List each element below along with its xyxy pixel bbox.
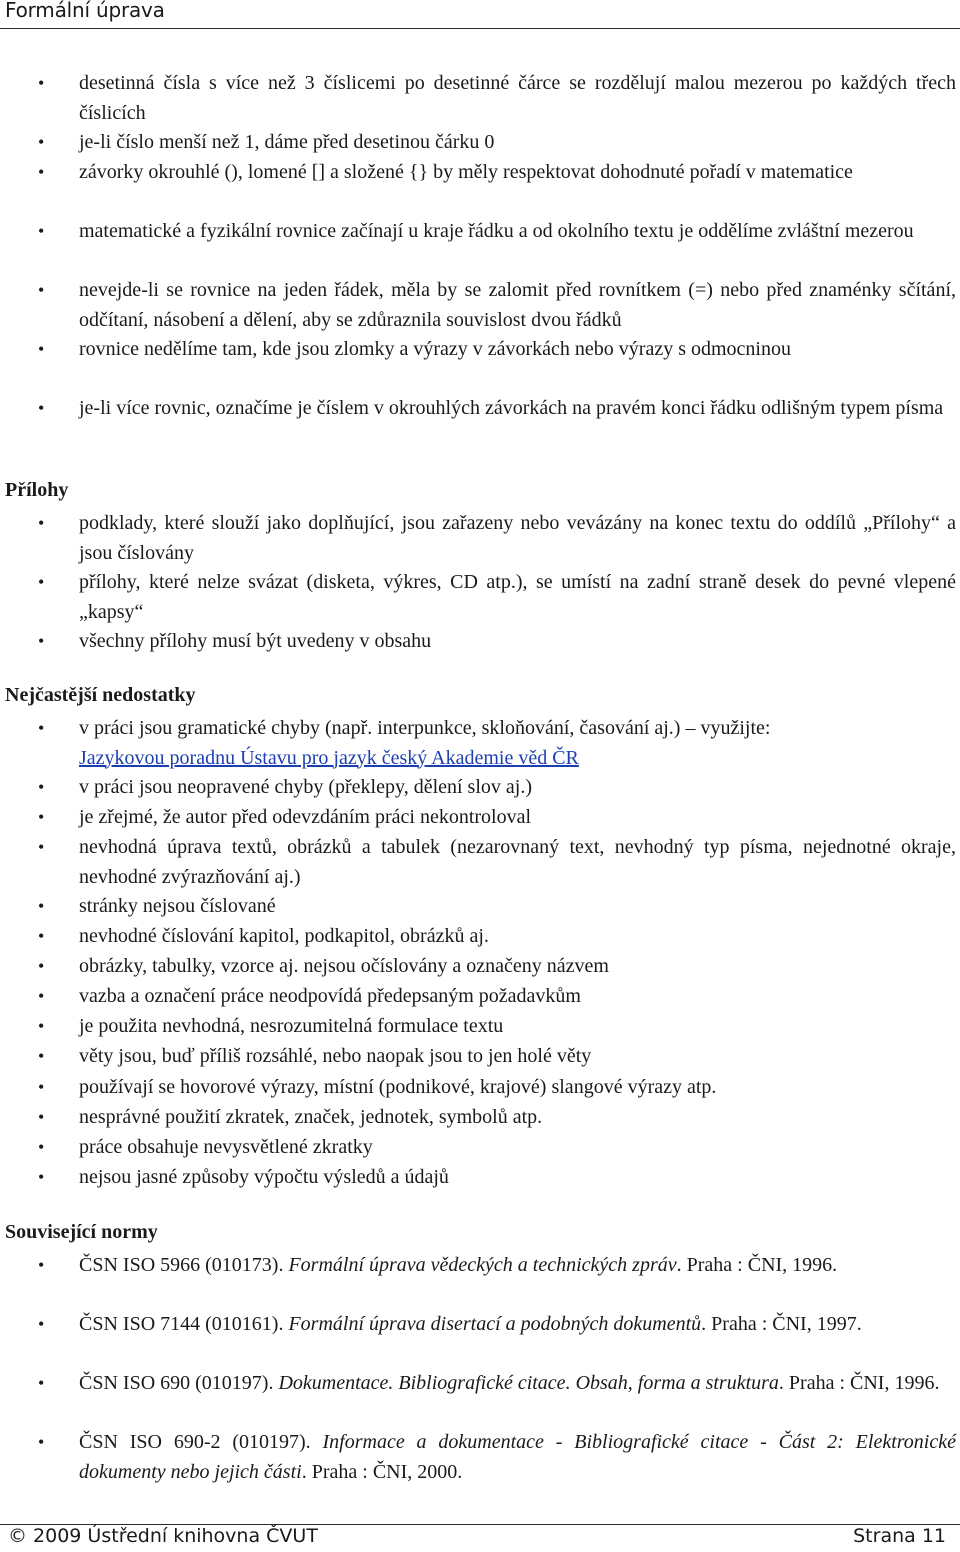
list-item-text: matematické a fyzikální rovnice začínají u kraje řádku a od okolního textu je oddělíme zvláštní mezerou: [79, 220, 914, 242]
norm-title: Informace a dokumentace - Bibliografické citace - Část 2: Elektronické dokumenty nebo jejich části: [79, 1431, 956, 1483]
page-header: [0, 0, 960, 29]
norm-code: ČSN ISO 5966 (010173).: [79, 1254, 289, 1276]
section-heading-prilohy: Přílohy: [5, 479, 69, 501]
bullet-icon: •: [38, 986, 45, 1006]
list-item-text: podklady, které slouží jako doplňující, jsou zařazeny nebo vevázány na konec textu do oddílů „Přílohy“ a jsou číslovány: [79, 512, 956, 564]
list-item-text: [79, 714, 956, 773]
bullet-icon: •: [38, 398, 45, 418]
bullet-icon: •: [38, 572, 45, 592]
list-item-text-main: v práci jsou gramatické chyby (např. interpunkce, skloňování, časování aj.) – využijte:: [79, 717, 771, 739]
bullet-icon: •: [38, 162, 45, 182]
bullet-icon: •: [38, 221, 45, 241]
page-number: Strana 11: [853, 1525, 946, 1547]
page-footer: [0, 1524, 960, 1552]
list-item-text: je zřejmé, že autor před odevzdáním práci nekontroloval: [79, 806, 532, 828]
bullet-icon: •: [38, 807, 45, 827]
bullet-icon: •: [38, 1137, 45, 1157]
bullet-icon: •: [38, 339, 45, 359]
bullet-icon: •: [38, 777, 45, 797]
list-item-text: obrázky, tabulky, vzorce aj. nejsou očíslovány a označeny názvem: [79, 955, 609, 977]
list-item-text: nevhodné číslování kapitol, podkapitol, obrázků aj.: [79, 925, 489, 947]
header-title: Formální úprava: [5, 0, 165, 22]
bullet-icon: •: [38, 132, 45, 152]
list-item-text: všechny přílohy musí být uvedeny v obsahu: [79, 630, 432, 652]
list-item-text: [79, 1428, 956, 1487]
list-item-text: je-li více rovnic, označíme je číslem v okrouhlých závorkách na pravém konci řádku odlišným typem písma: [79, 397, 944, 419]
norm-publisher: . Praha : ČNI, 2000.: [301, 1460, 463, 1483]
list-item-text: desetinná čísla s více než 3 číslicemi po desetinné čárce se rozdělují malou mezerou po každých třech číslicích: [79, 72, 956, 124]
norm-title: Formální úprava disertací a podobných dokumentů: [288, 1313, 702, 1335]
bullet-icon: •: [38, 513, 45, 533]
norm-title: Formální úprava vědeckých a technických zpráv: [288, 1254, 677, 1276]
norm-publisher: . Praha : ČNI, 1996.: [778, 1372, 940, 1394]
list-item-text: [79, 1369, 956, 1399]
norm-publisher: . Praha : ČNI, 1997.: [701, 1313, 862, 1335]
footer-copyright: © 2009 Ústřední knihovna ČVUT: [8, 1525, 318, 1547]
list-item-text: nevhodná úprava textů, obrázků a tabulek (nezarovnaný text, nevhodný typ písma, nejednotné okraje, nevhodné zvýrazňování aj.): [79, 836, 956, 888]
bullet-icon: •: [38, 1255, 45, 1275]
list-item-text: přílohy, které nelze svázat (disketa, výkres, CD atp.), se umístí na zadní straně desek do pevné vlepené „kapsy“: [79, 571, 956, 623]
jazykova-poradna-link[interactable]: Jazykovou poradnu Ústavu pro jazyk český Akademie věd ČR: [79, 746, 579, 769]
norm-code: ČSN ISO 690 (010197).: [79, 1372, 279, 1394]
bullet-icon: •: [38, 926, 45, 946]
norm-title: Dokumentace. Bibliografické citace. Obsah, forma a struktura: [278, 1372, 779, 1394]
norm-publisher: . Praha : ČNI, 1996.: [676, 1254, 838, 1276]
list-item-text: stránky nejsou číslované: [79, 895, 276, 917]
bullet-icon: •: [38, 837, 45, 857]
bullet-icon: •: [38, 1016, 45, 1036]
list-item-text: v práci jsou neopravené chyby (překlepy, dělení slov aj.): [79, 776, 532, 798]
bullet-icon: •: [38, 1107, 45, 1127]
list-item-text: používají se hovorové výrazy, místní (podnikové, krajové) slangové výrazy atp.: [79, 1076, 717, 1098]
bullet-icon: •: [38, 1314, 45, 1334]
bullet-icon: •: [38, 1432, 45, 1452]
bullet-icon: •: [38, 956, 45, 976]
bullet-icon: •: [38, 1167, 45, 1187]
list-item-text: práce obsahuje nevysvětlené zkratky: [79, 1136, 373, 1158]
list-item-text: nejsou jasné způsoby výpočtu výsledů a údajů: [79, 1166, 449, 1188]
bullet-icon: •: [38, 631, 45, 651]
list-item-text: nevejde-li se rovnice na jeden řádek, měla by se zalomit před rovnítkem (=) nebo před znaménky sčítání, odčítaní, násobení a dělení, aby se zdůraznila souvislost dvou řádků: [79, 279, 956, 331]
bullet-icon: •: [38, 718, 45, 738]
section-heading-nedostatky: Nejčastější nedostatky: [5, 684, 196, 706]
norm-code: ČSN ISO 7144 (010161).: [79, 1313, 289, 1335]
list-item-text: závorky okrouhlé (), lomené [] a složené {} by měly respektovat dohodnuté pořadí v matematice: [79, 161, 853, 183]
bullet-icon: •: [38, 1046, 45, 1066]
bullet-icon: •: [38, 280, 45, 300]
bullet-icon: •: [38, 1373, 45, 1393]
list-item-text: [79, 1251, 956, 1281]
list-item-text: věty jsou, buď příliš rozsáhlé, nebo naopak jsou to jen holé věty: [79, 1045, 592, 1067]
norm-code: ČSN ISO 690-2 (010197).: [79, 1431, 323, 1453]
list-item-text: [79, 1310, 956, 1340]
list-item-text: rovnice nedělíme tam, kde jsou zlomky a výrazy v závorkách nebo výrazy s odmocninou: [79, 338, 791, 360]
list-item-text: je-li číslo menší než 1, dáme před desetinou čárku 0: [79, 131, 495, 153]
list-item-text: vazba a označení práce neodpovídá předepsaným požadavkům: [79, 985, 581, 1007]
bullet-icon: •: [38, 73, 45, 93]
bullet-icon: •: [38, 1077, 45, 1097]
list-item-text: nesprávné použití zkratek, značek, jednotek, symbolů atp.: [79, 1106, 543, 1128]
list-item-text: je použita nevhodná, nesrozumitelná formulace textu: [79, 1015, 504, 1037]
section-heading-normy: Související normy: [5, 1221, 158, 1243]
bullet-icon: •: [38, 896, 45, 916]
